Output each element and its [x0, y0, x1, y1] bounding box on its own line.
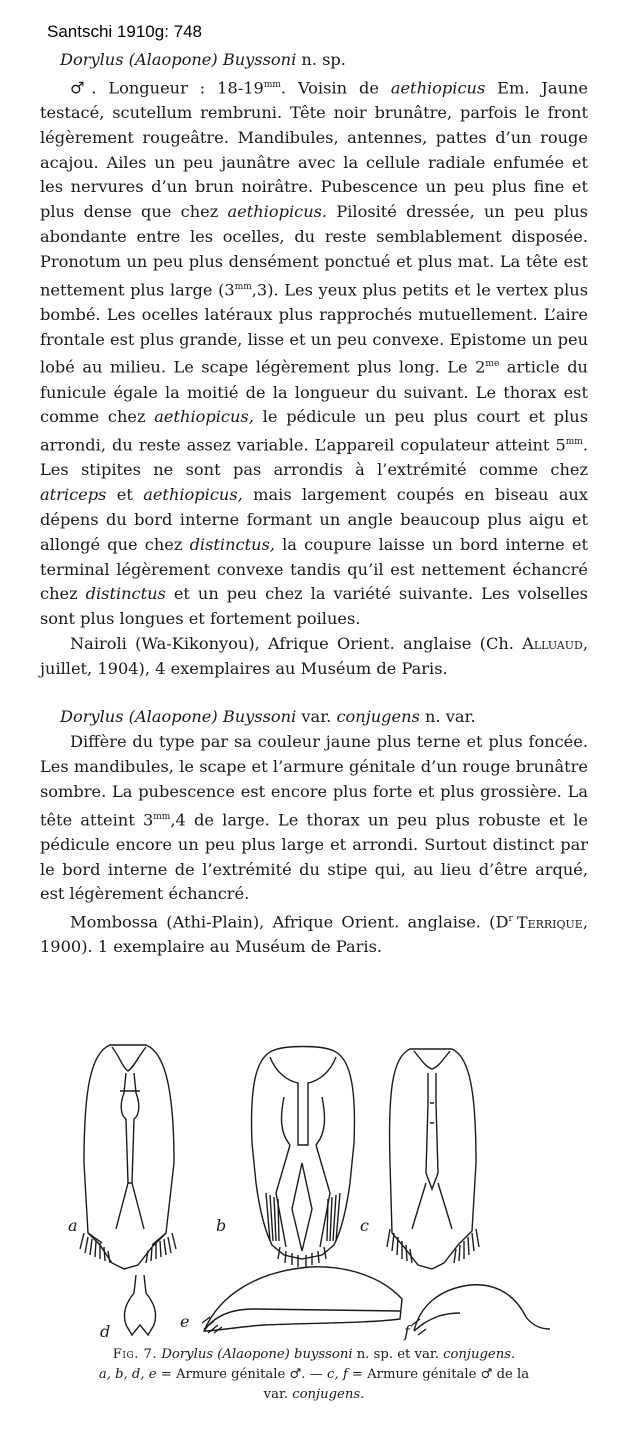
- variety-title: Dorylus (Alaopone) Buyssoni var. conjugens n. var.: [60, 707, 476, 727]
- citation-header: Santschi 1910g: 748: [47, 22, 203, 41]
- species-status: n. sp.: [301, 50, 346, 69]
- variety-description: Diffère du type par sa couleur jaune plus terne et plus foncée. Les mandibules, le scape et l’armure génitale d’un rouge brunâtre sombre. La pubescence est encore plus forte et plus grossière. La tête atteint $3^{mm},4$ de large. Le thorax un peu plus robuste et le pédicule encore un peu plus large et arrondi. Surtout distinct par le bord interne de l’extrémité du stipe qui, au lieu d’être arqué, est légèrement échancré.: [40, 732, 589, 904]
- drawing-b: [252, 1047, 355, 1268]
- fig-label-c: c: [360, 1216, 369, 1235]
- fig-label-d: d: [100, 1322, 111, 1341]
- species-description: ♂. Longueur : $18-19^{mm}$. Voisin de aethiopicus Em. Jaune testacé, scutellum rembruni. Tête noir brunâtre, parfois le front légèrement rougeâtre. Mandibules, antennes, pattes d’un rouge acajou. Ailes un peu jaunâtre avec la cellule radiale enfumée et les nervures d’un brun noirâtre. Pubescence un peu plus fine et plus dense que chez aethiopicus. Pilosité dressée, un peu plus abondante entre les ocelles, du reste semblablement disposée. Pronotum un peu plus densément ponctué et plus mat. La tête est nettement plus large $(3^{mm},3)$. Les yeux plus petits et le vertex plus bombé. Les ocelles latéraux plus rapprochés mutuellement. L’aire frontale est plus grande, lisse et un peu convexe. Epistome un peu lobé au milieu. Le scape légèrement plus long. Le $2^{me}$ article du funicule égale la moitié de la longueur du suivant. Le thorax est comme chez aethiopicus, le pédicule un peu plus court et plus arrondi, du reste assez variable. L’appareil copulateur atteint $5^{mm}$. Les stipites ne sont pas arrondis à l’extrémité comme chez atriceps et aethiopicus, mais largement coupés en biseau aux dépens du bord interne formant un angle beaucoup plus aigu et allongé que chez distinctus, la coupure laisse un bord interne et terminal légèrement convexe tandis qu’il est nettement échancré chez distinctus et un peu chez la variété suivante. Les volselles sont plus longues et fortement poilues.: [40, 78, 589, 629]
- fig-label-b: b: [216, 1216, 227, 1235]
- collector-terrique: Terrique: [516, 912, 583, 932]
- collector-alluaud: Alluaud: [522, 633, 583, 653]
- drawing-a: [80, 1045, 176, 1269]
- fig-label-e: e: [180, 1312, 190, 1331]
- text-column: [40, 48, 588, 960]
- fig-number: Fig. 7.: [112, 1347, 158, 1362]
- variety-species-name: Dorylus (Alaopone) Buyssoni: [60, 707, 297, 727]
- genitalia-drawings: [40, 1033, 588, 1341]
- variety-name: conjugens: [336, 707, 420, 727]
- figure-caption: Fig. 7. Dorylus (Alaopone) buyssoni n. sp. et var. conjugens. a, b, d, e = Armure génitale ♂. — c, f = Armure génitale ♂ de la var. conjugens.: [98, 1347, 530, 1402]
- drawing-f: [412, 1285, 550, 1335]
- fig-label-f: f: [404, 1322, 410, 1341]
- figure-genitalia: [40, 1033, 588, 1341]
- male-symbol: ♂: [70, 78, 92, 98]
- drawing-d: [124, 1275, 155, 1335]
- drawing-c: [387, 1049, 479, 1269]
- locality-nairoli: Nairoli (Wa-Kikonyou), Afrique Orient. anglaise (Ch. Alluaud, juillet, 1904), 4 exemplaires au Muséum de Paris.: [40, 633, 588, 678]
- fig-label-a: a: [68, 1216, 78, 1235]
- drawing-e: [202, 1267, 402, 1333]
- locality-mombossa: Mombossa (Athi-Plain), Afrique Orient. anglaise. ($D^r$ Terrique, 1900). 1 exemplaire au Muséum de Paris.: [40, 912, 588, 957]
- species-name: Dorylus (Alaopone) Buyssoni: [60, 50, 297, 69]
- species-title: [40, 48, 588, 73]
